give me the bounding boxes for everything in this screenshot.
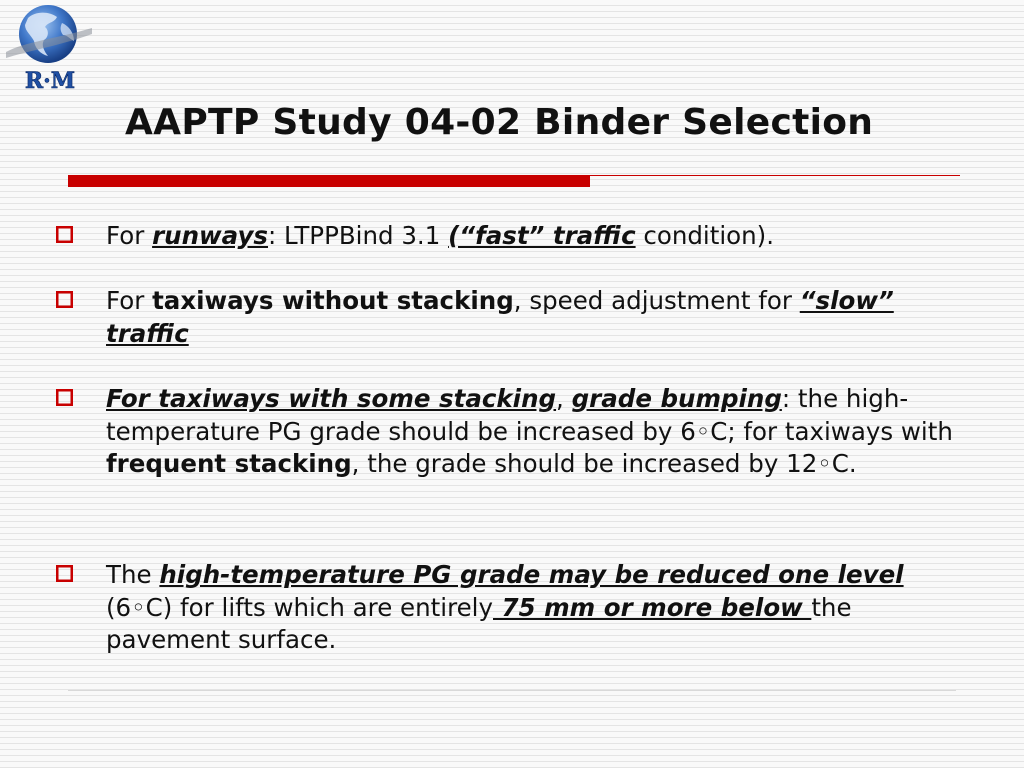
text-run: , the grade should be increased by 12◦C. <box>351 449 857 478</box>
emphasis-runways: runways <box>152 221 269 250</box>
bullet-text <box>106 220 956 253</box>
bullet-item <box>56 383 956 481</box>
emphasis-some-stacking: For taxiways with some stacking <box>106 384 557 413</box>
slide-title: AAPTP Study 04-02 Binder Selection <box>125 102 874 143</box>
bullet-item <box>56 220 956 253</box>
title-underline-thick <box>68 175 590 187</box>
text-run: For <box>106 221 153 250</box>
text-run: The <box>106 560 160 589</box>
bullet-item <box>56 285 956 350</box>
emphasis-taxiways-without-stacking: taxiways without stacking <box>152 286 514 315</box>
hollow-square-bullet-icon <box>56 389 73 406</box>
bullet-text <box>106 559 956 657</box>
title-underline-thin <box>590 175 960 176</box>
emphasis-frequent-stacking: frequent stacking <box>106 449 352 478</box>
bullet-item <box>56 559 956 657</box>
logo-text: R·M <box>24 68 76 94</box>
rm-globe-logo <box>4 2 96 94</box>
text-run: the pavement surface. <box>106 592 852 654</box>
hollow-square-bullet-icon <box>56 226 73 243</box>
text-run: : LTPPBind 3.1 <box>268 221 449 250</box>
text-run: (6◦C) for lifts which are entirely <box>106 592 493 622</box>
text-run: , <box>556 384 572 413</box>
footer-divider <box>68 690 956 691</box>
emphasis-fast-traffic: (“fast” traffic <box>448 221 636 250</box>
text-run: For <box>106 286 153 315</box>
emphasis-slow-traffic: “slow” traffic <box>106 286 894 348</box>
emphasis-grade-bumping: grade bumping <box>571 384 782 413</box>
hollow-square-bullet-icon <box>56 291 73 308</box>
text-run: , speed adjustment for <box>513 286 800 315</box>
bullet-text <box>106 285 956 350</box>
emphasis-75mm-below: 75 mm or more below <box>493 592 812 622</box>
text-run: : the high-temperature PG grade should be increased by 6◦C; for taxiways with <box>106 384 953 446</box>
hollow-square-bullet-icon <box>56 565 73 582</box>
text-run: condition). <box>635 221 775 250</box>
bullet-text <box>106 383 956 481</box>
emphasis-grade-reduced: high-temperature PG grade may be reduced one level <box>159 560 904 589</box>
